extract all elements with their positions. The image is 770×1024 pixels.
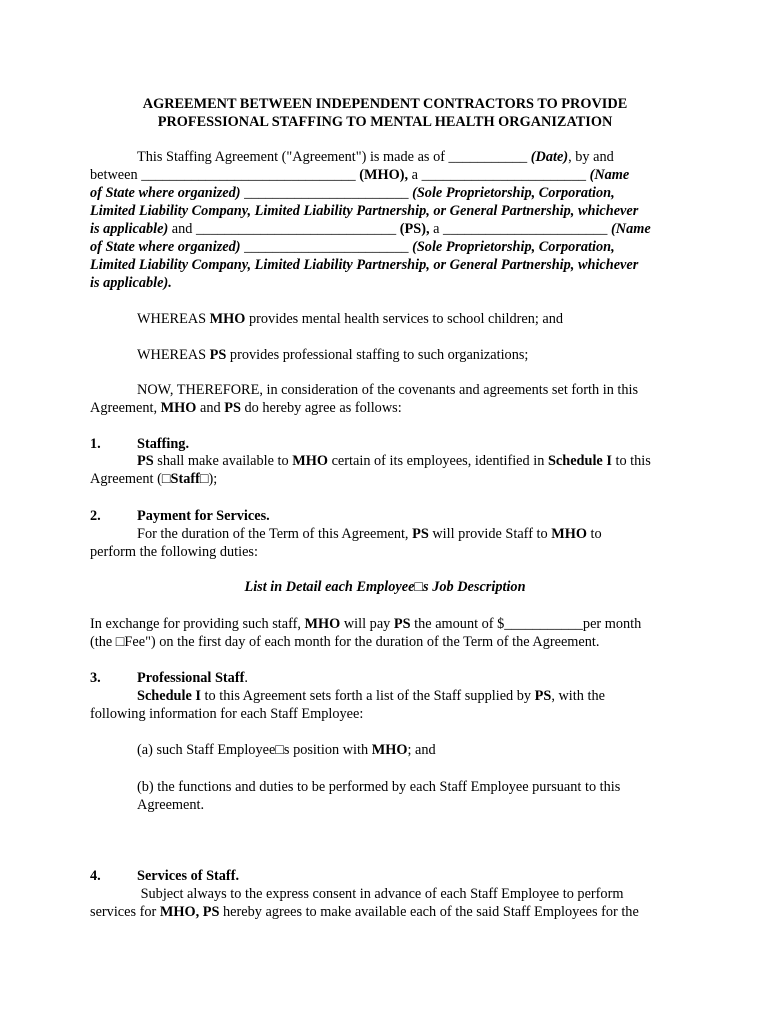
intro-text: and ____________________________ [168, 221, 400, 237]
document-title [90, 95, 680, 131]
section-4-line-2 [90, 903, 639, 921]
whereas-text: provides mental health services to school children; and [245, 311, 564, 327]
now-therefore-line-1: NOW, THEREFORE, in consideration of the covenants and agreements set forth in this [137, 382, 639, 398]
whereas-text: WHEREAS [137, 347, 210, 363]
intro-italic: (Sole Proprietorship, Corporation, [412, 239, 615, 255]
intro-line-7: Limited Liability Company, Limited Liability Partnership, or General Partnership, whichever [90, 257, 639, 273]
now-text: do hereby agree as follows: [240, 400, 402, 416]
mho-label: MHO [209, 311, 246, 327]
section-text: (a) such Staff Employee□s position with [137, 742, 372, 758]
intro-italic: is applicable) [90, 221, 169, 237]
date-label: (Date) [530, 149, 569, 165]
item-b-line-2: Agreement. [137, 797, 205, 813]
intro-line-3 [90, 184, 615, 202]
ps-label: PS [393, 616, 411, 632]
intro-text: a _______________________ [408, 167, 590, 183]
section-3-heading-text: Professional Staff [137, 670, 245, 686]
intro-line-5 [90, 220, 651, 238]
intro-line-6 [90, 238, 615, 256]
section-4-line-1: Subject always to the express consent in advance of each Staff Employee to perform [137, 886, 624, 902]
intro-italic: of State where organized) [90, 239, 241, 255]
ps-label: PS [534, 688, 552, 704]
section-text: will provide Staff to [428, 526, 552, 542]
mho-ps-label: MHO, PS [159, 904, 220, 920]
section-2-line-1 [137, 525, 602, 543]
section-text: Agreement ( [90, 471, 162, 487]
section-3-heading-dot: . [244, 670, 248, 686]
intro-italic: (Sole Proprietorship, Corporation, [412, 185, 615, 201]
section-3-line-1 [137, 687, 605, 705]
item-a [137, 741, 436, 759]
section-2-line-2: perform the following duties: [90, 544, 258, 560]
section-3-line-2: following information for each Staff Employee: [90, 706, 364, 722]
mho-label: MHO [292, 453, 328, 469]
section-text: shall make available to [153, 453, 293, 469]
section-1-number: 1. [90, 436, 101, 452]
staff-label: □Staff□ [161, 471, 209, 487]
section-text: In exchange for providing such staff, [90, 616, 305, 632]
section-1-line-2 [90, 470, 217, 488]
intro-italic: (Name [589, 167, 630, 183]
section-1-line-1 [137, 452, 651, 470]
section-text: certain of its employees, identified in [328, 453, 548, 469]
whereas-1 [137, 310, 563, 328]
section-2-heading: Payment for Services. [137, 508, 270, 524]
mho-label: MHO [371, 742, 408, 758]
schedule-label: Schedule I [547, 453, 612, 469]
mho-label: MHO [304, 616, 341, 632]
section-text: ); [208, 471, 218, 487]
job-description-heading: List in Detail each Employee□s Job Description [244, 579, 526, 595]
ps-label: PS [209, 347, 227, 363]
ps-label: PS [137, 453, 154, 469]
intro-text: _______________________ [240, 239, 413, 255]
section-4-number: 4. [90, 868, 101, 884]
whereas-text: WHEREAS [137, 311, 210, 327]
section-4-heading: Services of Staff. [137, 868, 240, 884]
whereas-text: provides professional staffing to such organizations; [226, 347, 529, 363]
ps-label: PS [224, 400, 241, 416]
section-3-number: 3. [90, 670, 101, 686]
intro-italic: of State where organized) [90, 185, 241, 201]
intro-line-4: Limited Liability Company, Limited Liability Partnership, or General Partnership, whichever [90, 203, 639, 219]
fee-line-2: (the □Fee") on the first day of each month for the duration of the Term of the Agreement. [90, 634, 600, 650]
intro-italic: (Name [611, 221, 651, 237]
section-text: services for [90, 904, 160, 920]
intro-line-2 [90, 166, 629, 184]
now-text: Agreement, [90, 400, 161, 416]
now-therefore-line-2 [90, 399, 402, 417]
section-text: to this Agreement sets forth a list of the Staff supplied by [200, 688, 535, 704]
intro-line-1 [137, 148, 614, 166]
section-text: will pay [340, 616, 394, 632]
mho-label: MHO [160, 400, 197, 416]
section-1-heading: Staffing. [137, 436, 190, 452]
title-line-1: AGREEMENT BETWEEN INDEPENDENT CONTRACTORS TO PROVIDE [142, 96, 628, 112]
section-2-number: 2. [90, 508, 101, 524]
intro-line-8: is applicable). [90, 275, 172, 291]
intro-text: a _______________________ [429, 221, 612, 237]
section-text: to [586, 526, 602, 542]
whereas-2 [137, 346, 528, 364]
now-text: and [196, 400, 225, 416]
schedule-label: Schedule I [137, 688, 201, 704]
item-b-line-1: (b) the functions and duties to be performed by each Staff Employee pursuant to this [137, 779, 621, 795]
section-text: ; and [407, 742, 436, 758]
mho-label: MHO [551, 526, 587, 542]
title-line-2: PROFESSIONAL STAFFING TO MENTAL HEALTH ORGANIZATION [157, 114, 613, 130]
intro-text: , by and [568, 149, 614, 165]
mho-label: (MHO), [359, 167, 409, 183]
section-text: , with the [551, 688, 605, 704]
intro-text: between ______________________________ [90, 167, 360, 183]
intro-text: _______________________ [240, 185, 413, 201]
section-3-heading [137, 669, 248, 687]
section-text: For the duration of the Term of this Agreement, [137, 526, 413, 542]
ps-label: PS [412, 526, 429, 542]
intro-text: This Staffing Agreement ("Agreement") is made as of ___________ [137, 149, 531, 165]
ps-label: (PS), [399, 221, 430, 237]
section-text: the amount of $___________per month [410, 616, 642, 632]
section-text: hereby agrees to make available each of the said Staff Employees for the [219, 904, 639, 920]
section-text: to this [611, 453, 651, 469]
fee-line-1 [90, 615, 641, 633]
